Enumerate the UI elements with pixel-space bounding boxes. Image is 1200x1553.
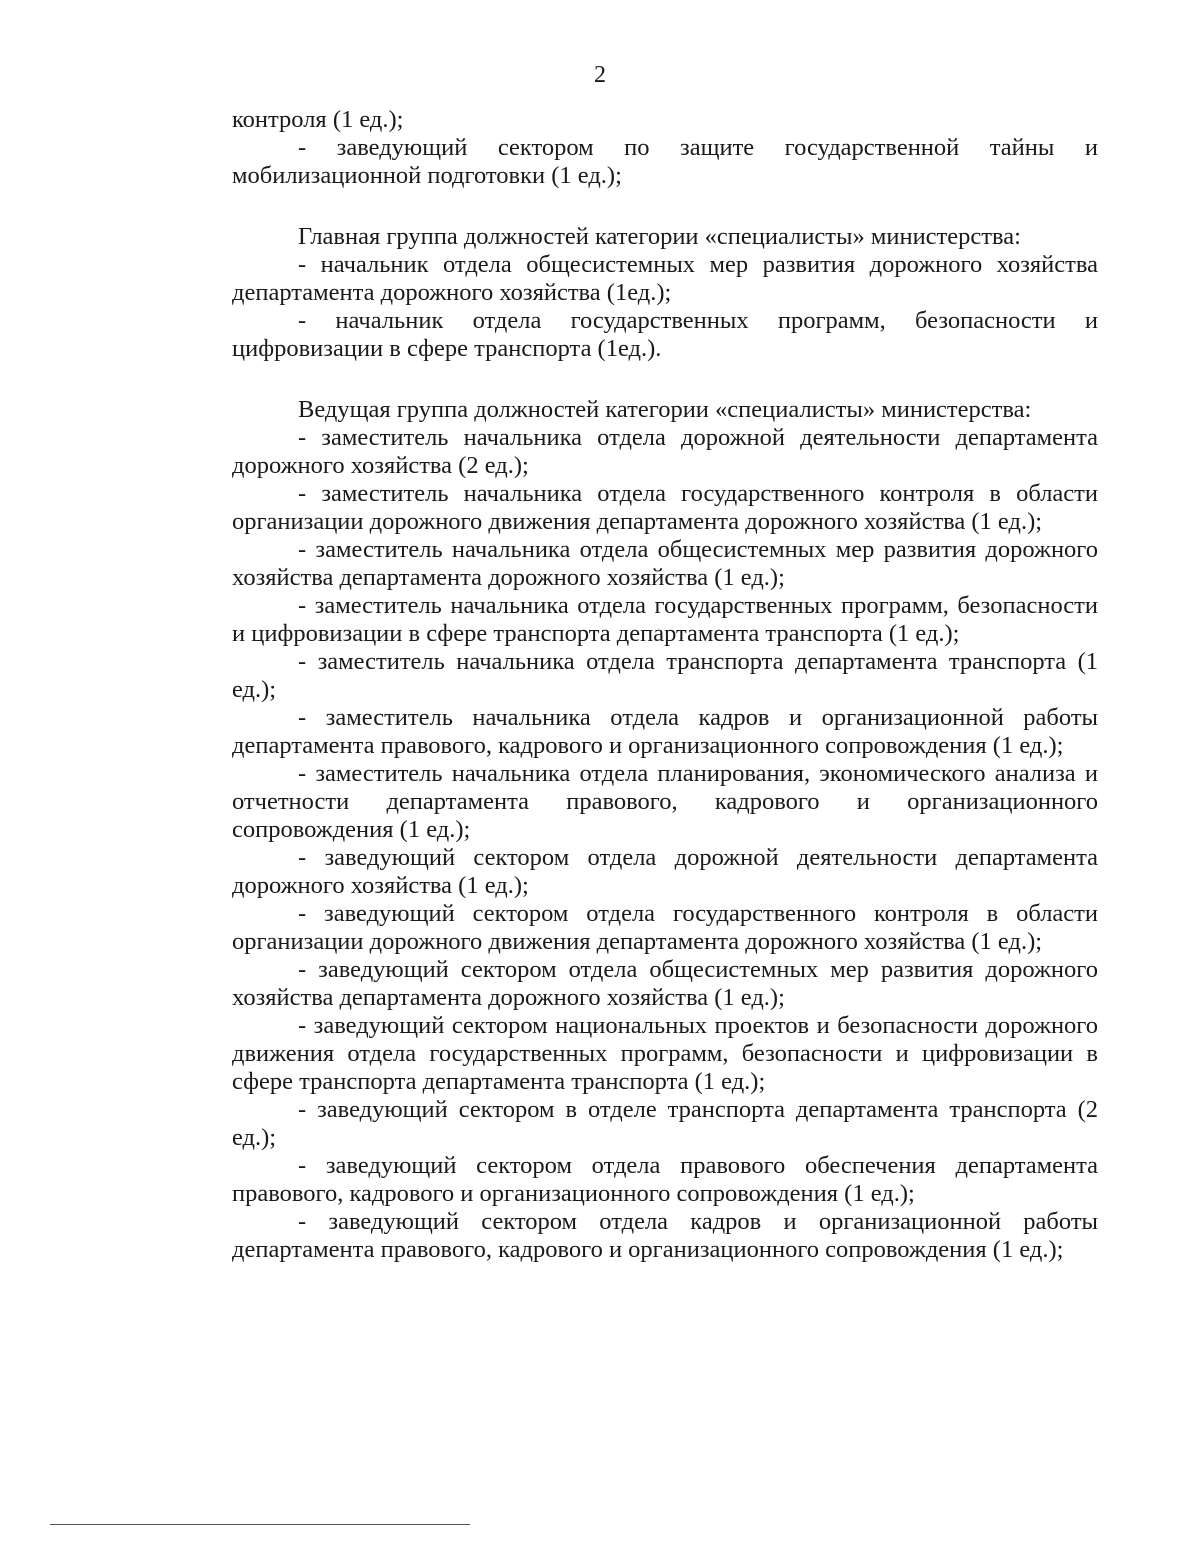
list-item: - начальник отдела государственных программ, безопасности и цифровизации в сфере транспорта (1ед.). (232, 307, 1098, 362)
list-item: - заведующий сектором отдела государственного контроля в области организации дорожного движения департамента дорожного хозяйства (1 ед.); (232, 900, 1098, 955)
list-item: - заведующий сектором в отделе транспорта департамента транспорта (2 ед.); (232, 1096, 1098, 1151)
page-number: 2 (594, 62, 606, 88)
footer-rule (50, 1524, 470, 1525)
list-item: - заместитель начальника отдела государственных программ, безопасности и цифровизации в сфере транспорта департамента транспорта (1 ед.); (232, 592, 1098, 647)
list-item: - заместитель начальника отдела кадров и организационной работы департамента правового, кадрового и организационного сопровождения (1 ед.); (232, 704, 1098, 759)
list-item: - заместитель начальника отдела транспорта департамента транспорта (1 ед.); (232, 648, 1098, 703)
list-item: - начальник отдела общесистемных мер развития дорожного хозяйства департамента дорожного хозяйства (1ед.); (232, 251, 1098, 306)
section-heading: Главная группа должностей категории «специалисты» министерства: (298, 223, 1021, 250)
list-item: - заместитель начальника отдела государственного контроля в области организации дорожного движения департамента дорожного хозяйства (1 ед.); (232, 480, 1098, 535)
list-item: - заведующий сектором отдела правового обеспечения департамента правового, кадрового и организационного сопровождения (1 ед.); (232, 1152, 1098, 1207)
document-body (232, 106, 1098, 1264)
list-item: - заведующий сектором отдела кадров и организационной работы департамента правового, кадрового и организационного сопровождения (1 ед.); (232, 1208, 1098, 1263)
list-item: - заведующий сектором отдела дорожной деятельности департамента дорожного хозяйства (1 ед.); (232, 844, 1098, 899)
list-item: контроля (1 ед.); (232, 106, 404, 133)
list-item: - заведующий сектором по защите государственной тайны и мобилизационной подготовки (1 ед.); (232, 134, 1098, 189)
list-item: - заместитель начальника отдела общесистемных мер развития дорожного хозяйства департамента дорожного хозяйства (1 ед.); (232, 536, 1098, 591)
paragraph-gap (232, 363, 1098, 396)
section-heading: Ведущая группа должностей категории «специалисты» министерства: (298, 396, 1032, 423)
paragraph-gap (232, 190, 1098, 223)
list-item: - заместитель начальника отдела планирования, экономического анализа и отчетности департамента правового, кадрового и организационного сопровождения (1 ед.); (232, 760, 1098, 843)
list-item: - заведующий сектором отдела общесистемных мер развития дорожного хозяйства департамента дорожного хозяйства (1 ед.); (232, 956, 1098, 1011)
list-item: - заместитель начальника отдела дорожной деятельности департамента дорожного хозяйства (2 ед.); (232, 424, 1098, 479)
list-item: - заведующий сектором национальных проектов и безопасности дорожного движения отдела государственных программ, безопасности и цифровизации в сфере транспорта департамента транспорта (1 ед.); (232, 1012, 1098, 1095)
